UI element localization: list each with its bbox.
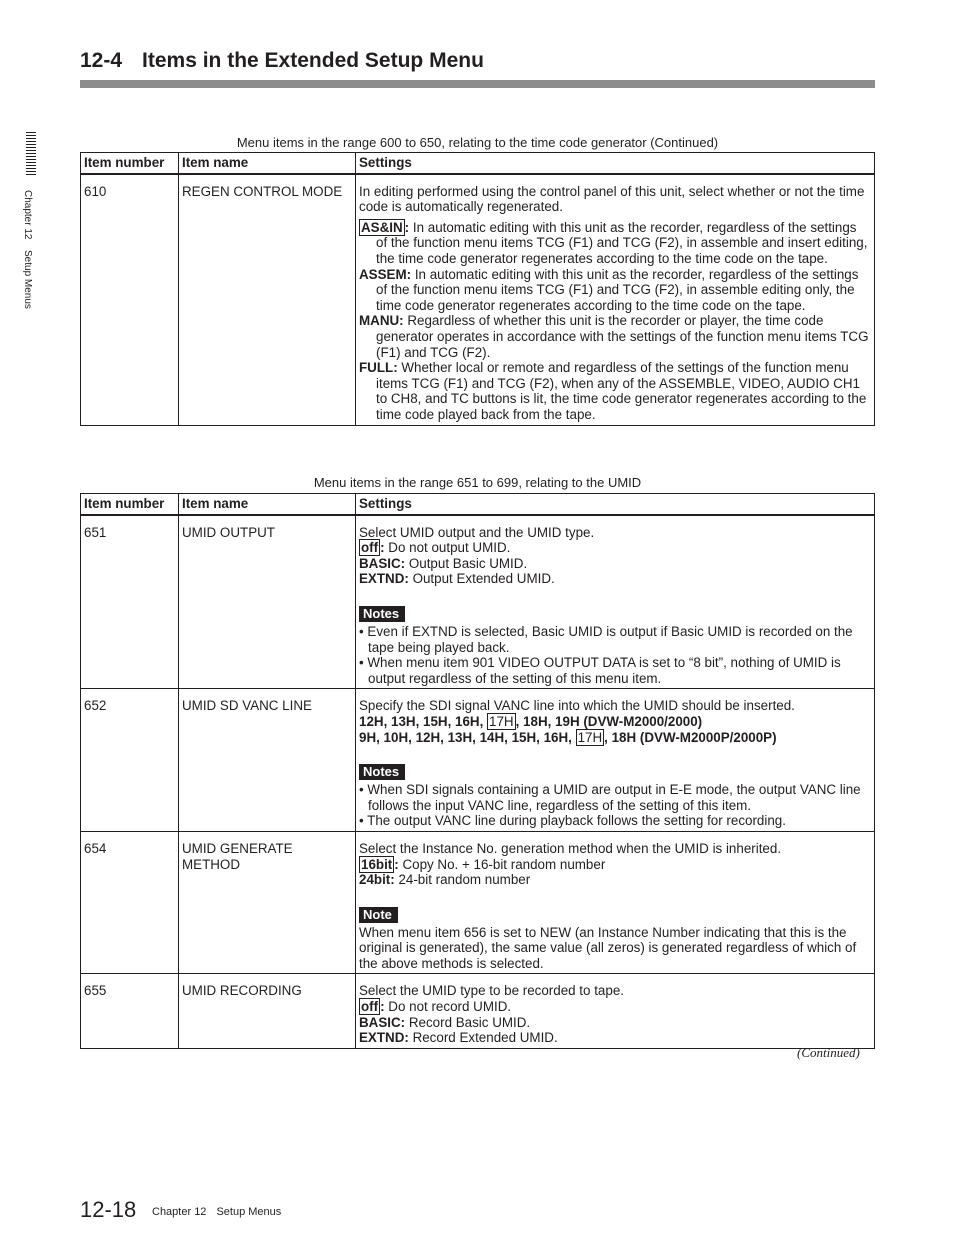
option-as-in: AS&IN : In automatic editing with this unit as the recorder, regardless of the settings of the function menu items TCG (F1) and TCG (F2), in assemble and insert editing, the time code generator regenerates according to the time code on the tape. [361, 219, 868, 266]
table-row [81, 831, 875, 974]
notes-badge: Notes [359, 764, 405, 780]
settings-intro: Select the UMID type to be recorded to tape. [359, 983, 624, 999]
col-header-item-number: Item number [81, 153, 179, 174]
col-header-settings: Settings [356, 153, 875, 174]
option-key: ASSEM: [359, 266, 412, 282]
side-section: Setup Menus [22, 250, 33, 310]
heading-rule [80, 80, 875, 88]
table-row [81, 974, 875, 1048]
item-settings [356, 831, 875, 974]
option-extnd: EXTND: Record Extended UMID. [359, 1030, 558, 1046]
option-off: off : Do not output UMID. [361, 540, 511, 556]
settings-intro: Select the Instance No. generation method when the UMID is inherited. [359, 840, 782, 856]
footer-section: Setup Menus [216, 1206, 282, 1218]
item-number: 654 [81, 831, 179, 974]
settings-intro: In editing performed using the control panel of this unit, select whether or not the time code is automatically regenerated. [359, 183, 865, 215]
option-full: FULL: Whether local or remote and regardless of the settings of the function menu items TCG (F1) and TCG (F2), when any of the ASSEMBLE, VIDEO, AUDIO CH1 to CH8, and TC buttons is lit, the time code generator regenerates according to the time code played back from the tape. [359, 360, 867, 422]
default-option-key: AS&IN [361, 219, 403, 235]
item-number: 651 [81, 515, 179, 689]
vanc-lines-625: 9H, 10H, 12H, 13H, 14H, 15H, 16H, 17H , 18H (DVW-M2000P/2000P) [359, 729, 777, 745]
option-manu: MANU: Regardless of whether this unit is the recorder or player, the time code generator operates in accordance with the settings of the function menu items TCG (F1) and TCG (F2). [359, 313, 869, 360]
item-settings [356, 515, 875, 689]
note-text: When menu item 656 is set to NEW (an Instance Number indicating that this is the original is generated), the same value (all zeros) is generated regardless of which of the above methods is selected. [359, 924, 857, 971]
section-number: 12-4 [80, 49, 123, 72]
option-key: 24bit: [359, 872, 395, 888]
option-key: MANU: [359, 313, 404, 329]
item-settings [356, 174, 875, 425]
option-extnd: EXTND: Output Extended UMID. [359, 571, 555, 587]
item-name: UMID GENERATE METHOD [179, 831, 356, 974]
option-key: EXTND: [359, 1030, 409, 1046]
option-16bit: 16bit : Copy No. + 16-bit random number [361, 856, 606, 872]
option-24bit: 24bit: 24-bit random number [359, 872, 531, 888]
default-option-key: off [361, 999, 379, 1015]
footer-chapter [152, 1206, 281, 1218]
notes-badge: Notes [359, 606, 405, 622]
item-settings [356, 689, 875, 832]
note-badge: Note [359, 907, 398, 923]
option-key: BASIC: [359, 555, 406, 571]
default-option-key: off [361, 540, 379, 556]
option-key: FULL: [359, 360, 398, 376]
settings-intro: Specify the SDI signal VANC line into which the UMID should be inserted. [359, 698, 795, 714]
option-basic: BASIC: Record Basic UMID. [359, 1014, 531, 1030]
item-name: UMID RECORDING [179, 974, 356, 1048]
chapter-tab-lines [26, 132, 36, 177]
item-name: UMID SD VANC LINE [179, 689, 356, 832]
col-header-item-number: Item number [81, 494, 179, 515]
option-basic: BASIC: Output Basic UMID. [359, 555, 528, 571]
continued-label: (Continued) [797, 1045, 860, 1060]
col-header-item-name: Item name [179, 153, 356, 174]
table-header-row [81, 494, 875, 515]
section-title: Items in the Extended Setup Menu [142, 49, 484, 72]
vanc-lines-525: 12H, 13H, 15H, 16H, 17H , 18H, 19H (DVW-M2000/2000) [359, 713, 703, 729]
option-key: EXTND: [359, 571, 409, 587]
footer-chapter-number: Chapter 12 [152, 1206, 207, 1218]
note-bullet: • Even if EXTND is selected, Basic UMID is output if Basic UMID is recorded on the tape being played back. [359, 623, 853, 655]
option-off: off : Do not record UMID. [361, 999, 512, 1015]
table2-caption: Menu items in the range 651 to 699, relating to the UMID [313, 475, 642, 490]
note-bullet: • When menu item 901 VIDEO OUTPUT DATA is set to “8 bit”, nothing of UMID is output regardless of the setting of this menu item. [359, 655, 841, 686]
side-chapter: Chapter 12 [22, 190, 33, 240]
table-row [81, 174, 875, 425]
note-bullet: • When SDI signals containing a UMID are output in E-E mode, the output VANC line follows the input VANC line, regardless of the setting of this item. [359, 782, 861, 813]
default-option-key: 17H [577, 729, 603, 745]
table-header-row [81, 153, 875, 174]
default-option-key: 17H [489, 713, 514, 729]
item-settings [356, 974, 875, 1048]
default-option-key: 16bit [361, 856, 393, 872]
section-heading [80, 49, 484, 73]
page-number: 12-18 [80, 1197, 137, 1222]
table1-caption: Menu items in the range 600 to 650, relating to the time code generator (Continued) [236, 135, 719, 150]
item-number: 655 [81, 974, 179, 1048]
item-number: 652 [81, 689, 179, 832]
option-key: BASIC: [359, 1014, 406, 1030]
option-assem: ASSEM: In automatic editing with this unit as the recorder, regardless of the settings of the function menu items TCG (F1) and TCG (F2), in assemble editing only, the time code generator regenerates according to the time code on the tape. [359, 266, 859, 313]
settings-intro: Select UMID output and the UMID type. [359, 524, 595, 540]
item-name: REGEN CONTROL MODE [179, 174, 356, 425]
chapter-side-label [22, 190, 33, 309]
col-header-settings: Settings [356, 494, 875, 515]
item-name: UMID OUTPUT [179, 515, 356, 689]
col-header-item-name: Item name [179, 494, 356, 515]
table-row [81, 515, 875, 689]
note-bullet: • The output VANC line during playback follows the setting for recording. [359, 813, 786, 829]
table-umid [80, 493, 875, 1049]
item-number: 610 [81, 174, 179, 425]
table-row [81, 689, 875, 832]
table-time-code-generator [80, 152, 875, 426]
